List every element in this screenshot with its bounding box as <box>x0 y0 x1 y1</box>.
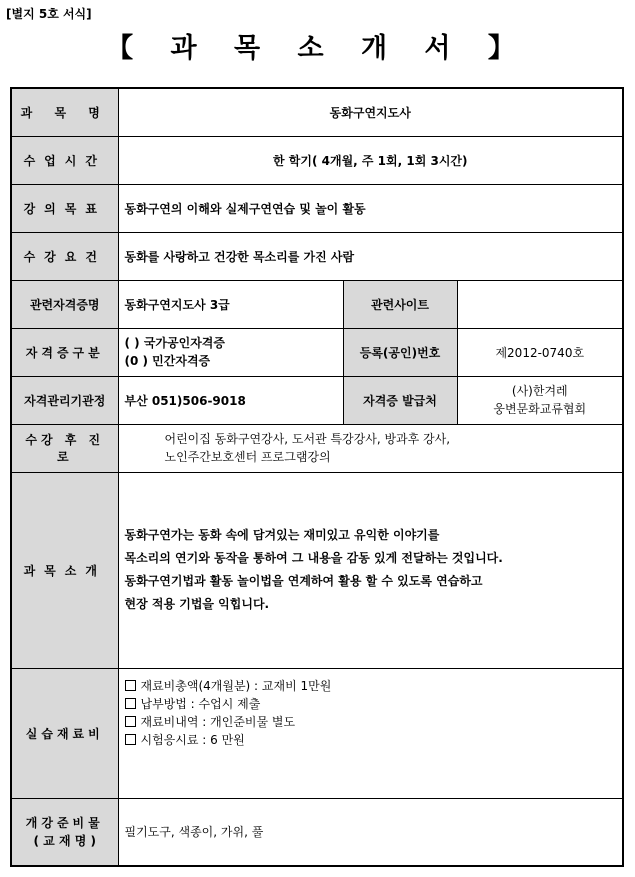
row-certificate <box>11 280 623 328</box>
intro-line-2: 목소리의 연기와 동작을 통하여 그 내용을 감동 있게 전달하는 것입니다. <box>124 551 503 565</box>
subject-name-label: 과 목 명 <box>11 88 118 136</box>
requirements-value: 동화를 사랑하고 건강한 목소리를 가진 사람 <box>118 232 623 280</box>
certificate-value: 동화구연지도사 3급 <box>118 280 343 328</box>
related-site-value <box>457 280 623 328</box>
checkbox-icon <box>125 734 136 745</box>
course-intro-table <box>10 87 624 867</box>
materials-item-text: 시험응시료 : 6 만원 <box>140 732 245 747</box>
row-class-time <box>11 136 623 184</box>
row-lecture-goal <box>11 184 623 232</box>
issuer-line-2: 웅변문화교류협회 <box>493 402 587 416</box>
materials-value <box>118 668 623 798</box>
materials-item <box>125 677 617 695</box>
prep-label-line-1: 개강준비물 <box>25 815 104 830</box>
registration-number-value: 제2012-0740호 <box>457 328 623 376</box>
document-title: 【 과 목 소 개 서 】 <box>106 33 529 64</box>
row-materials <box>11 668 623 798</box>
materials-item <box>125 695 617 713</box>
issuer-label: 자격증 발급처 <box>343 376 457 424</box>
lecture-goal-label: 강의목표 <box>11 184 118 232</box>
certificate-label: 관련자격증명 <box>11 280 118 328</box>
lecture-goal-value: 동화구연의 이해와 실제구연연습 및 놀이 활동 <box>118 184 623 232</box>
registration-number-label: 등록(공인)번호 <box>343 328 457 376</box>
intro-value <box>118 472 623 668</box>
intro-label: 과목소개 <box>11 472 118 668</box>
row-cert-agency <box>11 376 623 424</box>
cert-type-label: 자격증구분 <box>11 328 118 376</box>
subject-name-value: 동화구연지도사 <box>118 88 623 136</box>
intro-line-4: 현장 적용 기법을 익힙니다. <box>124 597 270 611</box>
materials-label: 실습재료비 <box>11 668 118 798</box>
prep-value: 필기도구, 색종이, 가위, 풀 <box>118 798 623 866</box>
career-line-2: 노인주간보호센터 프로그램강의 <box>164 450 331 464</box>
row-prep <box>11 798 623 866</box>
career-label: 수강 후 진로 <box>11 424 118 472</box>
materials-item <box>125 731 617 749</box>
checkbox-icon <box>125 716 136 727</box>
row-intro <box>11 472 623 668</box>
cert-agency-value: 부산 051)506-9018 <box>118 376 343 424</box>
prep-label <box>11 798 118 866</box>
row-requirements <box>11 232 623 280</box>
cert-agency-label: 자격관리기관정 <box>11 376 118 424</box>
requirements-label: 수강요건 <box>11 232 118 280</box>
checkbox-icon <box>125 680 136 691</box>
prep-label-line-2: ( 교 재 명 ) <box>33 833 96 848</box>
cert-type-options <box>118 328 343 376</box>
materials-item <box>125 713 617 731</box>
class-time-label: 수업시간 <box>11 136 118 184</box>
related-site-label: 관련사이트 <box>343 280 457 328</box>
form-number-label: [별지 5호 서식] <box>6 7 92 21</box>
materials-item-text: 재료비내역 : 개인준비물 별도 <box>140 714 296 729</box>
row-cert-type <box>11 328 623 376</box>
row-career <box>11 424 623 472</box>
row-subject-name <box>11 88 623 136</box>
intro-line-3: 동화구연기법과 활동 놀이법을 연계하여 활용 할 수 있도록 연습하고 <box>124 574 483 588</box>
class-time-value: 한 학기( 4개월, 주 1회, 1회 3시간) <box>118 136 623 184</box>
cert-type-private: (0 ) 민간자격증 <box>124 354 211 368</box>
issuer-line-1: (사)한겨레 <box>511 384 568 398</box>
checkbox-icon <box>125 698 136 709</box>
intro-line-1: 동화구연가는 동화 속에 담겨있는 재미있고 유익한 이야기를 <box>124 528 440 542</box>
cert-type-national: ( ) 국가공인자격증 <box>124 336 225 350</box>
materials-item-text: 재료비총액(4개월분) : 교재비 1만원 <box>140 678 332 693</box>
materials-item-text: 납부방법 : 수업시 제출 <box>140 696 261 711</box>
career-line-1: 어린이집 동화구연강사, 도서관 특강강사, 방과후 강사, <box>164 432 451 446</box>
career-value <box>118 424 623 472</box>
issuer-value <box>457 376 623 424</box>
